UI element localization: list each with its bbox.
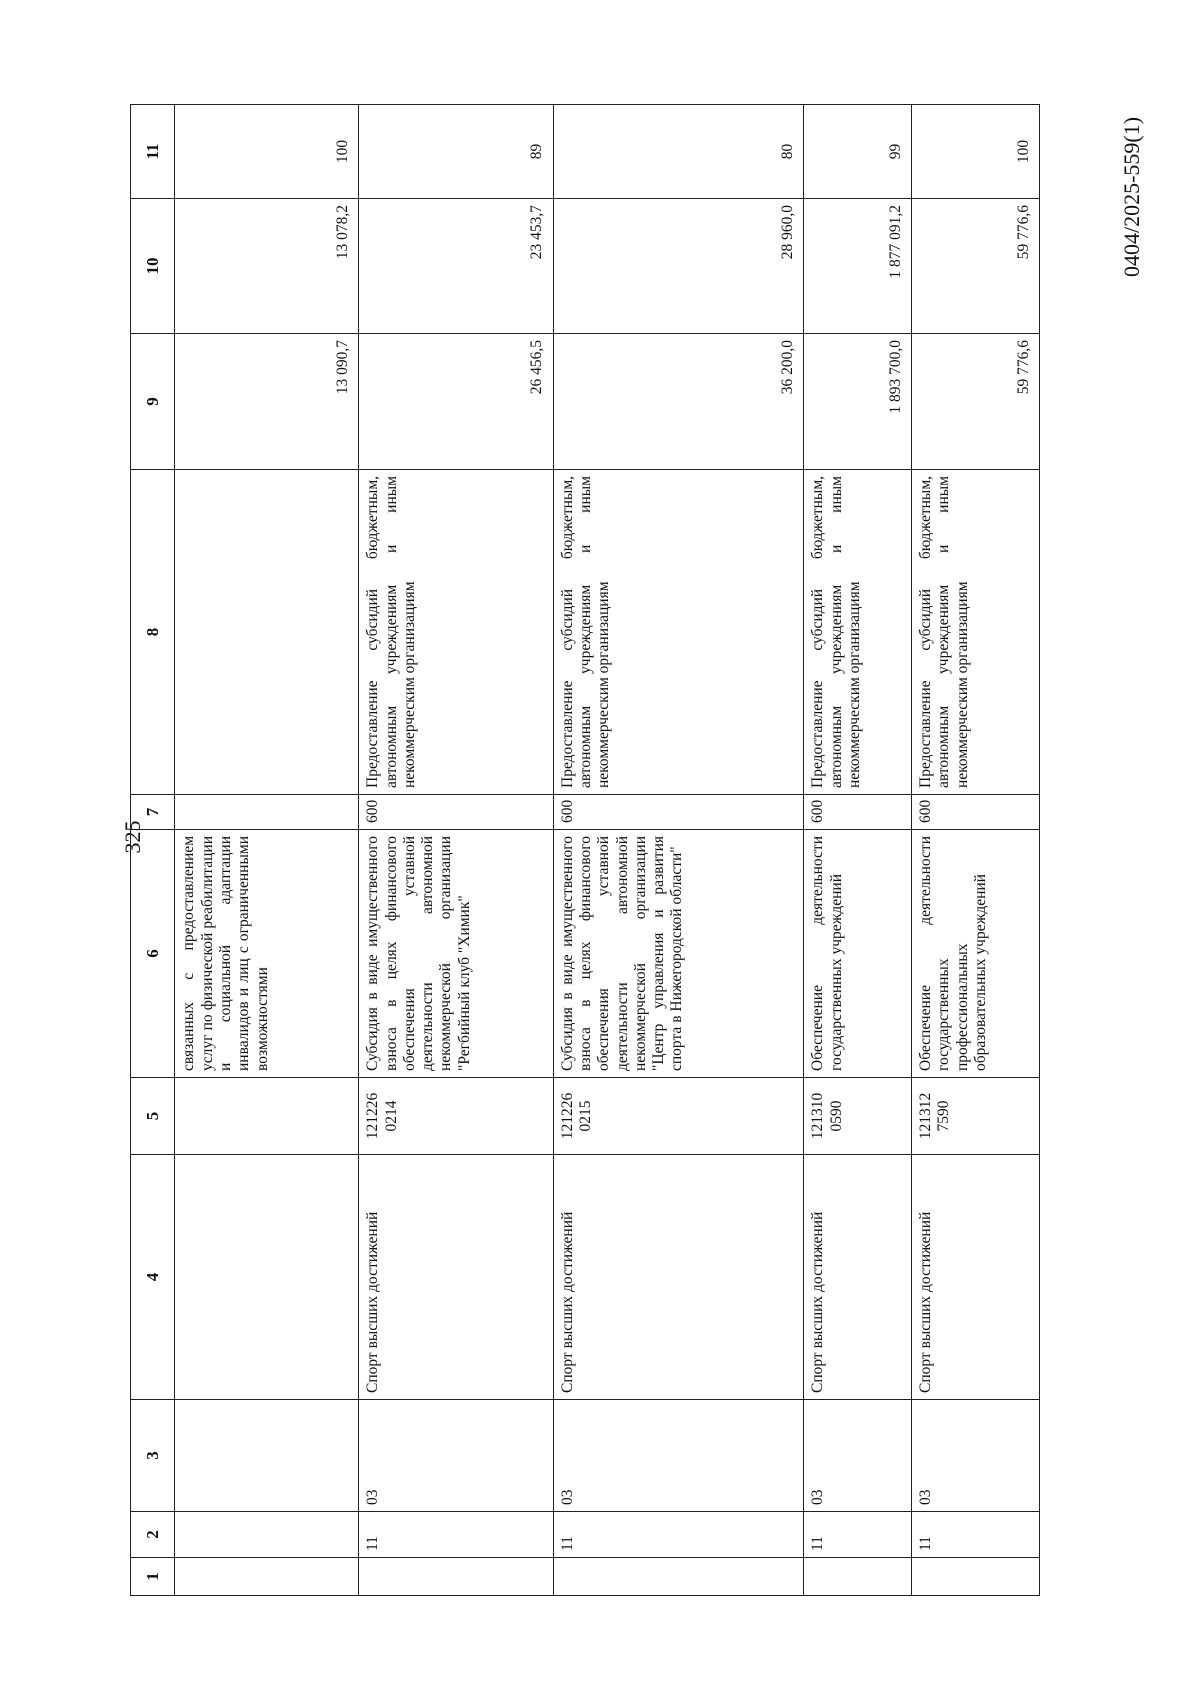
cell-subsection: 03 — [359, 1400, 553, 1512]
cell-actual-amount: 1 877 091,2 — [804, 199, 912, 334]
cell-col1 — [804, 1558, 912, 1596]
cell-section-name: Спорт высших достижений — [804, 1155, 912, 1400]
cell-target-code: 121226 0214 — [359, 1078, 553, 1155]
cell-planned-amount: 1 893 700,0 — [804, 334, 912, 470]
table-row — [175, 105, 359, 1596]
cell-section-name: Спорт высших достижений — [553, 1155, 804, 1400]
header-row — [131, 105, 175, 1596]
table-row — [804, 105, 912, 1596]
header-cell: 3 — [131, 1400, 175, 1512]
cell-section: 11 — [912, 1512, 1040, 1558]
cell-subsection: 03 — [912, 1400, 1040, 1512]
cell-description: Обеспечение деятельности государственных профессиональных образовательных учреждений — [912, 830, 1040, 1078]
cell-target-code: 121226 0215 — [553, 1078, 804, 1155]
cell-empty — [175, 1400, 359, 1512]
cell-expense-name: Предоставление субсидий бюджетным, автономным учреждениям и иным некоммерческим организациям — [359, 470, 553, 795]
cell-col1 — [912, 1558, 1040, 1596]
cell-expense-type: 600 — [912, 795, 1040, 830]
cell-planned-amount: 26 456,5 — [359, 334, 553, 470]
cell-subsection: 03 — [804, 1400, 912, 1512]
cell-subsection: 03 — [553, 1400, 804, 1512]
header-cell: 10 — [131, 199, 175, 334]
table-row — [553, 105, 804, 1596]
cell-expense-name: Предоставление субсидий бюджетным, автономным учреждениям и иным некоммерческим организациям — [553, 470, 804, 795]
cell-expense-name: Предоставление субсидий бюджетным, автономным учреждениям и иным некоммерческим организациям — [912, 470, 1040, 795]
cell-empty — [175, 795, 359, 830]
cell-expense-type: 600 — [553, 795, 804, 830]
cell-empty — [175, 470, 359, 795]
cell-col1 — [553, 1558, 804, 1596]
cell-section-name: Спорт высших достижений — [912, 1155, 1040, 1400]
document-code: 0404/2025-559(1) — [1119, 116, 1144, 278]
header-cell: 5 — [131, 1078, 175, 1155]
cell-target-code: 121310 0590 — [804, 1078, 912, 1155]
cell-description: Субсидия в виде имущественного взноса в целях финансового обеспечения уставной деятельности автономной некоммерческой организации "Регбийный клуб "Химик" — [359, 830, 553, 1078]
cell-actual-amount: 59 776,6 — [912, 199, 1040, 334]
cell-actual-amount: 13 078,2 — [175, 199, 359, 334]
cell-empty — [175, 1558, 359, 1596]
cell-expense-type: 600 — [359, 795, 553, 830]
cell-section-name: Спорт высших достижений — [359, 1155, 553, 1400]
budget-table — [130, 104, 1040, 1596]
header-cell: 11 — [131, 105, 175, 199]
cell-empty — [175, 1078, 359, 1155]
cell-description: связанных с предоставлением услуг по физической реабилитации и социальной адаптации инвалидов и лиц с ограниченными возможностями — [175, 830, 359, 1078]
cell-percent: 80 — [553, 105, 804, 199]
cell-empty — [175, 1155, 359, 1400]
cell-planned-amount: 13 090,7 — [175, 334, 359, 470]
cell-planned-amount: 59 776,6 — [912, 334, 1040, 470]
header-cell: 6 — [131, 830, 175, 1078]
cell-section: 11 — [804, 1512, 912, 1558]
cell-section: 11 — [359, 1512, 553, 1558]
cell-description: Обеспечение деятельности государственных учреждений — [804, 830, 912, 1078]
cell-col1 — [359, 1558, 553, 1596]
cell-empty — [175, 1512, 359, 1558]
rotated-table-frame — [130, 105, 1040, 1596]
cell-actual-amount: 28 960,0 — [553, 199, 804, 334]
cell-percent: 99 — [804, 105, 912, 199]
header-cell: 2 — [131, 1512, 175, 1558]
cell-planned-amount: 36 200,0 — [553, 334, 804, 470]
cell-description: Субсидия в виде имущественного взноса в целях финансового обеспечения уставной деятельности автономной некоммерческой организации "Центр управления и развития спорта в Нижегородской области" — [553, 830, 804, 1078]
budget-table-container — [130, 105, 1040, 1596]
cell-percent: 100 — [912, 105, 1040, 199]
header-cell: 1 — [131, 1558, 175, 1596]
cell-expense-type: 600 — [804, 795, 912, 830]
cell-percent: 100 — [175, 105, 359, 199]
header-cell: 8 — [131, 470, 175, 795]
cell-section: 11 — [553, 1512, 804, 1558]
cell-actual-amount: 23 453,7 — [359, 199, 553, 334]
header-cell: 9 — [131, 334, 175, 470]
table-row — [359, 105, 553, 1596]
cell-target-code: 121312 7590 — [912, 1078, 1040, 1155]
header-cell: 7 — [131, 795, 175, 830]
page-number: 325 — [120, 820, 145, 854]
table-row — [912, 105, 1040, 1596]
cell-percent: 89 — [359, 105, 553, 199]
cell-expense-name: Предоставление субсидий бюджетным, автономным учреждениям и иным некоммерческим организациям — [804, 470, 912, 795]
header-cell: 4 — [131, 1155, 175, 1400]
